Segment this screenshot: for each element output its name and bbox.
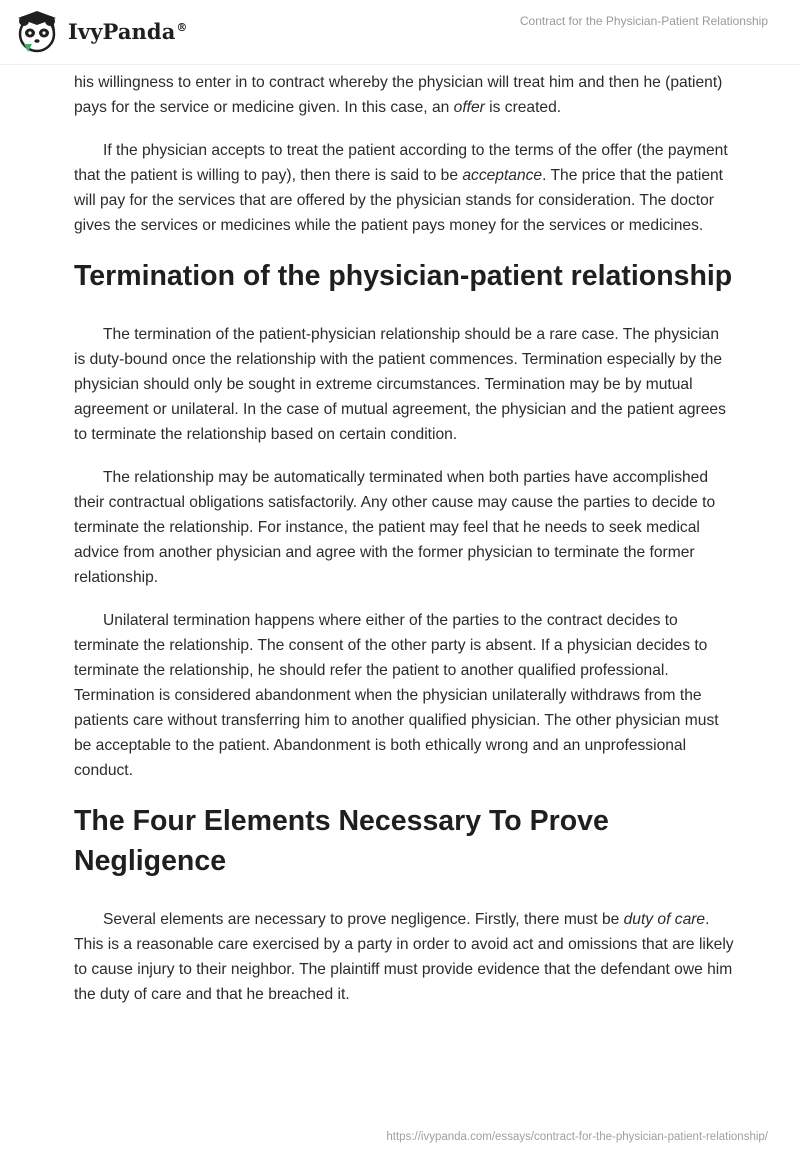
paragraph: The termination of the patient-physician relationship should be a rare case. The physician is duty-bound once the relationship with the patient commences. Termination especially by the physician should only be sought in extreme circumstances. Termination may be by mutual agreement or unilateral. In the case of mutual agreement, the physician and the patient agrees to terminate the relationship based on certain condition. [74, 326, 726, 443]
paragraph: his willingness to enter in to contract whereby the physician will treat him and then he (patient) pays for the service or medicine given. In this case, an offer is created. [74, 74, 723, 116]
essay-content [74, 70, 734, 1025]
brand-name: IvyPanda [68, 18, 176, 44]
paragraph: Unilateral termination happens where either of the parties to the contract decides to terminate the relationship. The consent of the other party is absent. If a physician decides to terminate the relationship, he should refer the patient to another qualified professional. Termination is considered abandonment when the physician unilaterally withdraws from the patients care without transferring him to another qualified physician. The other physician must be acceptable to the patient. Abandonment is both ethically wrong and an unprofessional conduct. [74, 612, 719, 779]
registered-mark: ® [176, 20, 188, 34]
paragraph: If the physician accepts to treat the patient according to the terms of the offer (the payment that the patient is willing to pay), then there is said to be acceptance. The price that the patient will pay for the services that are offered by the physician stands for consideration. The doctor gives the services or medicines while the patient pays money for the services or medicines. [74, 142, 728, 234]
section-heading-termination: Termination of the physician-patient relationship [74, 260, 733, 292]
document-title: Contract for the Physician-Patient Relationship [519, 14, 768, 28]
emphasis-acceptance: acceptance [462, 167, 543, 184]
source-url[interactable]: https://ivypanda.com/essays/contract-for-the-physician-patient-relationship/ [386, 1131, 768, 1143]
section-heading-negligence: The Four Elements Necessary To Prove Negligence [74, 805, 609, 877]
emphasis-duty-of-care: duty of care [623, 911, 706, 928]
paragraph: Several elements are necessary to prove negligence. Firstly, there must be duty of care. This is a reasonable care exercised by a party in order to avoid act and omissions that are likely to cause injury to their neighbor. The plaintiff must provide evidence that the defendant owe him the duty of care and that he breached it. [74, 911, 734, 1003]
panda-graduate-icon [14, 8, 60, 54]
header-divider [0, 64, 800, 65]
ivypanda-logo[interactable] [14, 8, 188, 54]
page-header [0, 0, 800, 64]
emphasis-offer: offer [453, 99, 485, 116]
paragraph: The relationship may be automatically terminated when both parties have accomplished their contractual obligations satisfactorily. Any other cause may cause the parties to decide to terminate the relationship. For instance, the patient may feel that he needs to seek medical advice from another physician and agree with the former physician to terminate the former relationship. [74, 469, 716, 586]
